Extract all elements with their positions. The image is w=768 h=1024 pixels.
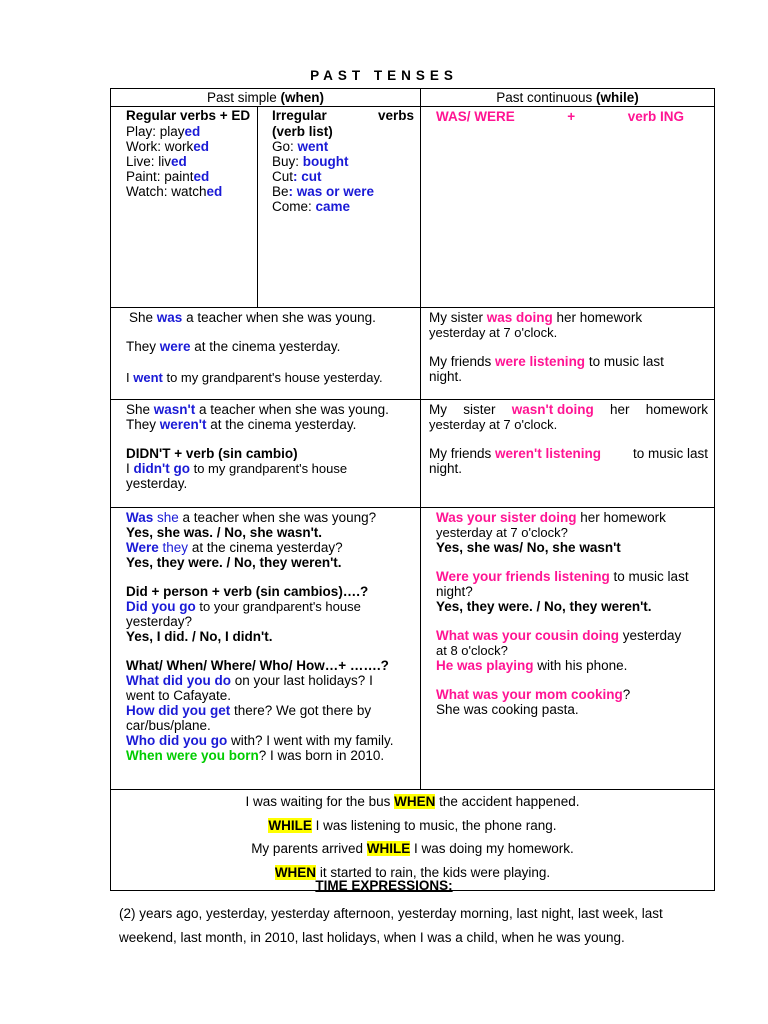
regular-verbs-column	[111, 107, 258, 307]
affirmative-sentence: They were at the cinema yesterday.	[126, 339, 341, 354]
questions-continuous-cell: Was your sister doing her homework yesterday at 7 o'clock? Yes, she was/ No, she wasn't Were your friends listening to music last night? Yes, they were. / No, they weren't. What was your cousin doing yesterday at 8 o'clock? He was playing with his phone. What was your mom cooking? She was cooking pasta.	[421, 508, 715, 790]
page-title: PAST TENSES	[310, 68, 458, 83]
affirmative-continuous-sentence: My friends were listening to music last	[429, 354, 664, 369]
wh-question-sentence: Who did you go with? I went with my family.	[126, 733, 394, 748]
wh-question-rule: What/ When/ Where/ Who/ How…+ …….?	[126, 658, 389, 673]
continuous-question-sentence: What was your cousin doing yesterday	[436, 628, 682, 643]
combined-sentence: My parents arrived WHILE I was doing my homework.	[251, 841, 574, 856]
negative-rule: DIDN'T + verb (sin cambio)	[126, 446, 298, 461]
continuous-question-sentence: What was your mom cooking?	[436, 687, 631, 702]
affirmative-sentence: She was a teacher when she was young.	[129, 310, 376, 325]
negative-row	[111, 400, 715, 508]
short-answer: Yes, she was/ No, she wasn't	[436, 540, 621, 555]
regular-verb-item: Work: worked	[126, 139, 210, 154]
short-answer: Yes, they were. / No, they weren't.	[126, 555, 342, 570]
past-tenses-table	[110, 88, 715, 891]
short-answer: Yes, I did. / No, I didn't.	[126, 629, 273, 644]
irregular-verb-item: Be: was or were	[272, 184, 375, 199]
negative-continuous-sentence: My friends weren't listening to music last	[429, 446, 708, 461]
time-expressions-text: (2) years ago, yesterday, yesterday afternoon, yesterday morning, last night, last week, last weekend, last month, in 2010, last holidays, when I was a child, when he was young.	[119, 906, 663, 945]
irregular-verbs-title: Irregular verbs	[272, 108, 414, 123]
combined-examples-row	[111, 790, 715, 891]
combined-sentence: WHEN it started to rain, the kids were playing.	[274, 864, 551, 880]
irregular-verb-item: Go: went	[272, 139, 329, 154]
question-sentence: Was she a teacher when she was young?	[126, 510, 377, 525]
continuous-question-sentence: Was your sister doing her homework	[436, 510, 666, 525]
affirmative-sentence: I went to my grandparent's house yesterday.	[126, 370, 383, 385]
irregular-verb-item: Come: came	[272, 199, 351, 214]
time-expressions-title: TIME EXPRESSIONS:	[315, 878, 453, 893]
regular-verbs-title: Regular verbs + ED	[126, 108, 251, 123]
wh-question-sentence: What did you do on your last holidays? I	[126, 673, 373, 688]
negative-sentence: I didn't go to my grandparent's house	[126, 461, 348, 476]
wh-question-sentence: When were you born? I was born in 2010.	[126, 748, 385, 763]
continuous-formula-cell	[421, 107, 715, 308]
affirmative-row	[111, 308, 715, 400]
combined-sentence: WHILE I was listening to music, the phone rang.	[268, 817, 557, 833]
question-sentence: Did you go to your grandparent's house	[126, 599, 361, 614]
verb-forms-row	[111, 107, 715, 308]
irregular-verb-item: Buy: bought	[272, 154, 349, 169]
wh-question-sentence: How did you get there? We got there by	[126, 703, 372, 718]
continuous-formula: WAS/ WERE + verb ING	[436, 109, 684, 124]
negative-continuous-cell: My sister wasn't doing her homework yesterday at 7 o'clock. My friends weren't listening to music last night.	[421, 400, 715, 508]
header-row	[111, 89, 715, 107]
question-sentence: Were they at the cinema yesterday?	[126, 540, 343, 555]
combined-sentence: I was waiting for the bus WHEN the accident happened.	[245, 794, 580, 809]
irregular-verb-item: Cut: cut	[272, 169, 322, 184]
questions-simple-cell: Was she a teacher when she was young? Yes, she was. / No, she wasn't. Were they at the cinema yesterday? Yes, they were. / No, they weren't. Did + person + verb (sin cambios)….? Did you go to your grandparent's house yesterday? Yes, I did. / No, I didn't. What/ When/ Where/ Who/ How…+ …….? What did you do on your last holidays? I went to Cafayate. How did you get there? We got there by car/bus/plane. Who did you go with? I went with my family. When were you born? I was born in 2010.	[111, 508, 421, 790]
affirmative-simple-cell	[111, 308, 421, 400]
short-answer: Yes, she was. / No, she wasn't.	[126, 525, 323, 540]
continuous-answer-sentence: He was playing with his phone.	[436, 658, 628, 673]
header-past-continuous: Past continuous (while)	[421, 89, 715, 107]
affirmative-continuous-cell: My sister was doing her homework yesterday at 7 o'clock. My friends were listening to music last night.	[421, 308, 715, 400]
negative-sentence: She wasn't a teacher when she was young.	[126, 402, 389, 417]
header-past-simple: Past simple (when)	[111, 89, 421, 107]
negative-continuous-sentence: My sister wasn't doing her homework	[429, 402, 708, 417]
affirmative-continuous-sentence: My sister was doing her homework	[429, 310, 643, 325]
combined-examples-cell	[111, 790, 715, 891]
regular-verb-item: Live: lived	[126, 154, 187, 169]
regular-verb-item: Watch: watched	[126, 184, 223, 199]
negative-simple-cell: She wasn't a teacher when she was young. They weren't at the cinema yesterday. DIDN'T + verb (sin cambio) I didn't go to my grandparent's house yesterday.	[111, 400, 421, 508]
verb-lists-cell	[111, 107, 421, 308]
regular-verb-item: Paint: painted	[126, 169, 210, 184]
question-rule: Did + person + verb (sin cambios)….?	[126, 584, 369, 599]
negative-sentence: They weren't at the cinema yesterday.	[126, 417, 357, 432]
continuous-question-sentence: Were your friends listening to music last	[436, 569, 689, 584]
regular-verb-item: Play: played	[126, 124, 201, 139]
irregular-verbs-subtitle: (verb list)	[272, 124, 333, 139]
short-answer: Yes, they were. / No, they weren't.	[436, 599, 652, 614]
irregular-verbs-column	[258, 107, 421, 307]
questions-row	[111, 508, 715, 790]
